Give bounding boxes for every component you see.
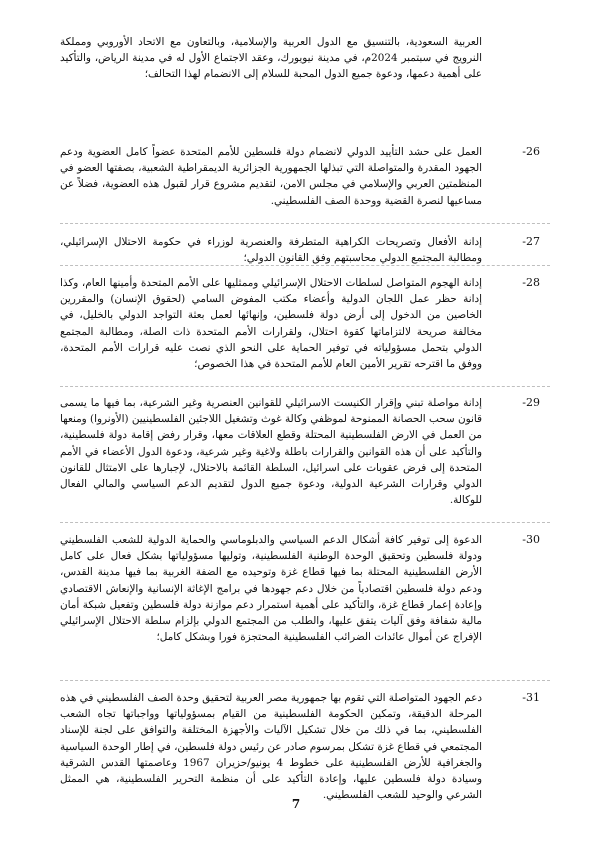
item-text: إدانة الأفعال وتصريحات الكراهية المتطرفة والعنصرية لوزراء في حكومة الاحتلال الإسرائيلي، ومطالبة المجتمع الدولي محاسبتهم وفق القانون الدولي؛ bbox=[60, 236, 482, 265]
item-text: إدانة الهجوم المتواصل لسلطات الاحتلال الإسرائيلي وممثليها على الأمم المتحدة وأمينها العام، وكذا إدانة حظر عمل اللجان الدولية وأعضاء مكتب المفوض السامي (لحقوق الإنسان) والمقررين الخاصين من الدخول إلى أرض دولة فلسطين، وإنهائها لعمل بعثة التواجد الدولي بالخليل، في مخالفة صريحة لالتزاماتها كقوة احتلال، ولقرارات الأمم المتحدة ذات الصلة، ومطالبة المجتمع الدولي بتحمل مسؤولياته في توفير الحماية على النحو الذي نصت عليه قرارات الأمم المتحدة، ووفق ما اقترحه تقرير الأمين العام للأمم المتحدة في هذا الخصوص؛ bbox=[60, 277, 482, 371]
item-number: -30 bbox=[522, 533, 540, 546]
intro-paragraph: العربية السعودية، بالتنسيق مع الدول العربية والإسلامية، وبالتعاون مع الاتحاد الأوروبي ومملكة النرويج في سبتمبر 2024م، في مدينة نيويورك، وعقد الاجتماع الأول له في مدينة الرياض، والتأكيد على أهمية دعمها، ودعوة جميع الدول المحبة للسلام إلى الانضمام لهذا التحالف؛ bbox=[60, 36, 482, 81]
divider bbox=[60, 223, 550, 224]
divider bbox=[60, 522, 550, 523]
list-item bbox=[60, 690, 550, 803]
list-item bbox=[60, 234, 550, 266]
list-item bbox=[60, 395, 550, 508]
item-number: -28 bbox=[522, 276, 540, 289]
item-number: -27 bbox=[522, 235, 540, 248]
page-number: 7 bbox=[291, 797, 301, 811]
item-text: إدانة مواصلة تبني وإقرار الكنيست الاسرائيلي للقوانين العنصرية وغير الشرعية، بما فيها ما يسمى قانون سحب الحصانة الممنوحة لموظفي وكالة غوث وتشغيل اللاجئين الفلسطينيين (الأونروا) ومنعها من العمل في الارض الفلسطينية المحتلة وقطع العلاقات معها، وقرار رفض إقامة دولة فلسطينية، والتأكيد على أن هذه القوانين والقرارات باطلة ولاغية وغير شرعية، ودعوة الدول الأعضاء في الأمم المتحدة إلى فرض عقوبات على اسرائيل، السلطة القائمة بالاحتلال، لإجبارها على الامتثال للقانون الدولي وقرارات الشرعية الدولية، ودعوة جميع الدول لتقديم الدعم السياسي والمالي الفعال للوكالة. bbox=[60, 397, 482, 507]
list-item bbox=[60, 532, 550, 645]
item-text: دعم الجهود المتواصلة التي تقوم بها جمهورية مصر العربية لتحقيق وحدة الصف الفلسطيني في هذه المرحلة الدقيقة، وتمكين الحكومة الفلسطينية من القيام بمسؤولياتها وواجباتها تجاه الشعب الفلسطيني، بما في ذلك من خلال تشكيل الآليات والأجهزة المختلفة والتوافق على لجنة للإسناد المجتمعي في قطاع غزة تشكل بمرسوم صادر عن رئيس دولة فلسطين، في إطار الوحدة السياسية والجغرافية للأرض الفلسطينية على خطوط 4 يونيو/حزيران 1967 وعاصمتها القدس الشرقية وسيادة دولة فلسطين عليها، وإعادة التأكيد على أن منظمة التحرير الفلسطينية، هي الممثل الشرعي والوحيد للشعب الفلسطيني. bbox=[60, 692, 482, 802]
item-number: -29 bbox=[522, 396, 540, 409]
item-text: الدعوة إلى توفير كافة أشكال الدعم السياسي والدبلوماسي والحماية الدولية للشعب الفلسطيني ودولة فلسطين وتحقيق الوحدة الوطنية الفلسطينية، وتوليها مسؤولياتها بشكل فعال على كامل الأرض الفلسطينية المحتلة بما فيها قطاع غزة وتوحيده مع الضفة الغربية بما فيها مدينة القدس، ودعم دولة فلسطين اقتصادياً من خلال دعم جهودها في برامج الإغاثة الإنسانية والإنعاش الاقتصادي وإعادة إعمار قطاع غزة، والتأكيد على أهمية استمرار دعم موازنة دولة فلسطين وتفعيل شبكة أمان مالية شفافة وفق آليات يتفق عليها، والطلب من المجتمع الدولي بإلزام سلطة الاحتلال الإسرائيلي الإفراج عن أموال عائدات الضرائب الفلسطينية المحتجزة فورا وبشكل كامل؛ bbox=[60, 534, 482, 644]
item-text: العمل على حشد التأييد الدولي لانضمام دولة فلسطين للأمم المتحدة عضواً كامل العضوية ودعم الجهود المقدرة والمتواصلة التي تبذلها الجمهورية الجزائرية الديمقراطية الشعبية، بصفتها العضو في المنظمتين العربي والإسلامي في مجلس الامن، لتقديم مشروع قرار لقبول هذه العضوية، فضلاً عن مساعيها لنصرة القضية ووحدة الصف الفلسطيني. bbox=[60, 146, 482, 207]
divider bbox=[60, 386, 550, 387]
item-number: -26 bbox=[522, 145, 540, 158]
item-number: -31 bbox=[522, 691, 540, 704]
divider bbox=[60, 680, 550, 681]
divider bbox=[60, 265, 550, 266]
list-item bbox=[60, 144, 550, 209]
list-item bbox=[60, 275, 550, 372]
